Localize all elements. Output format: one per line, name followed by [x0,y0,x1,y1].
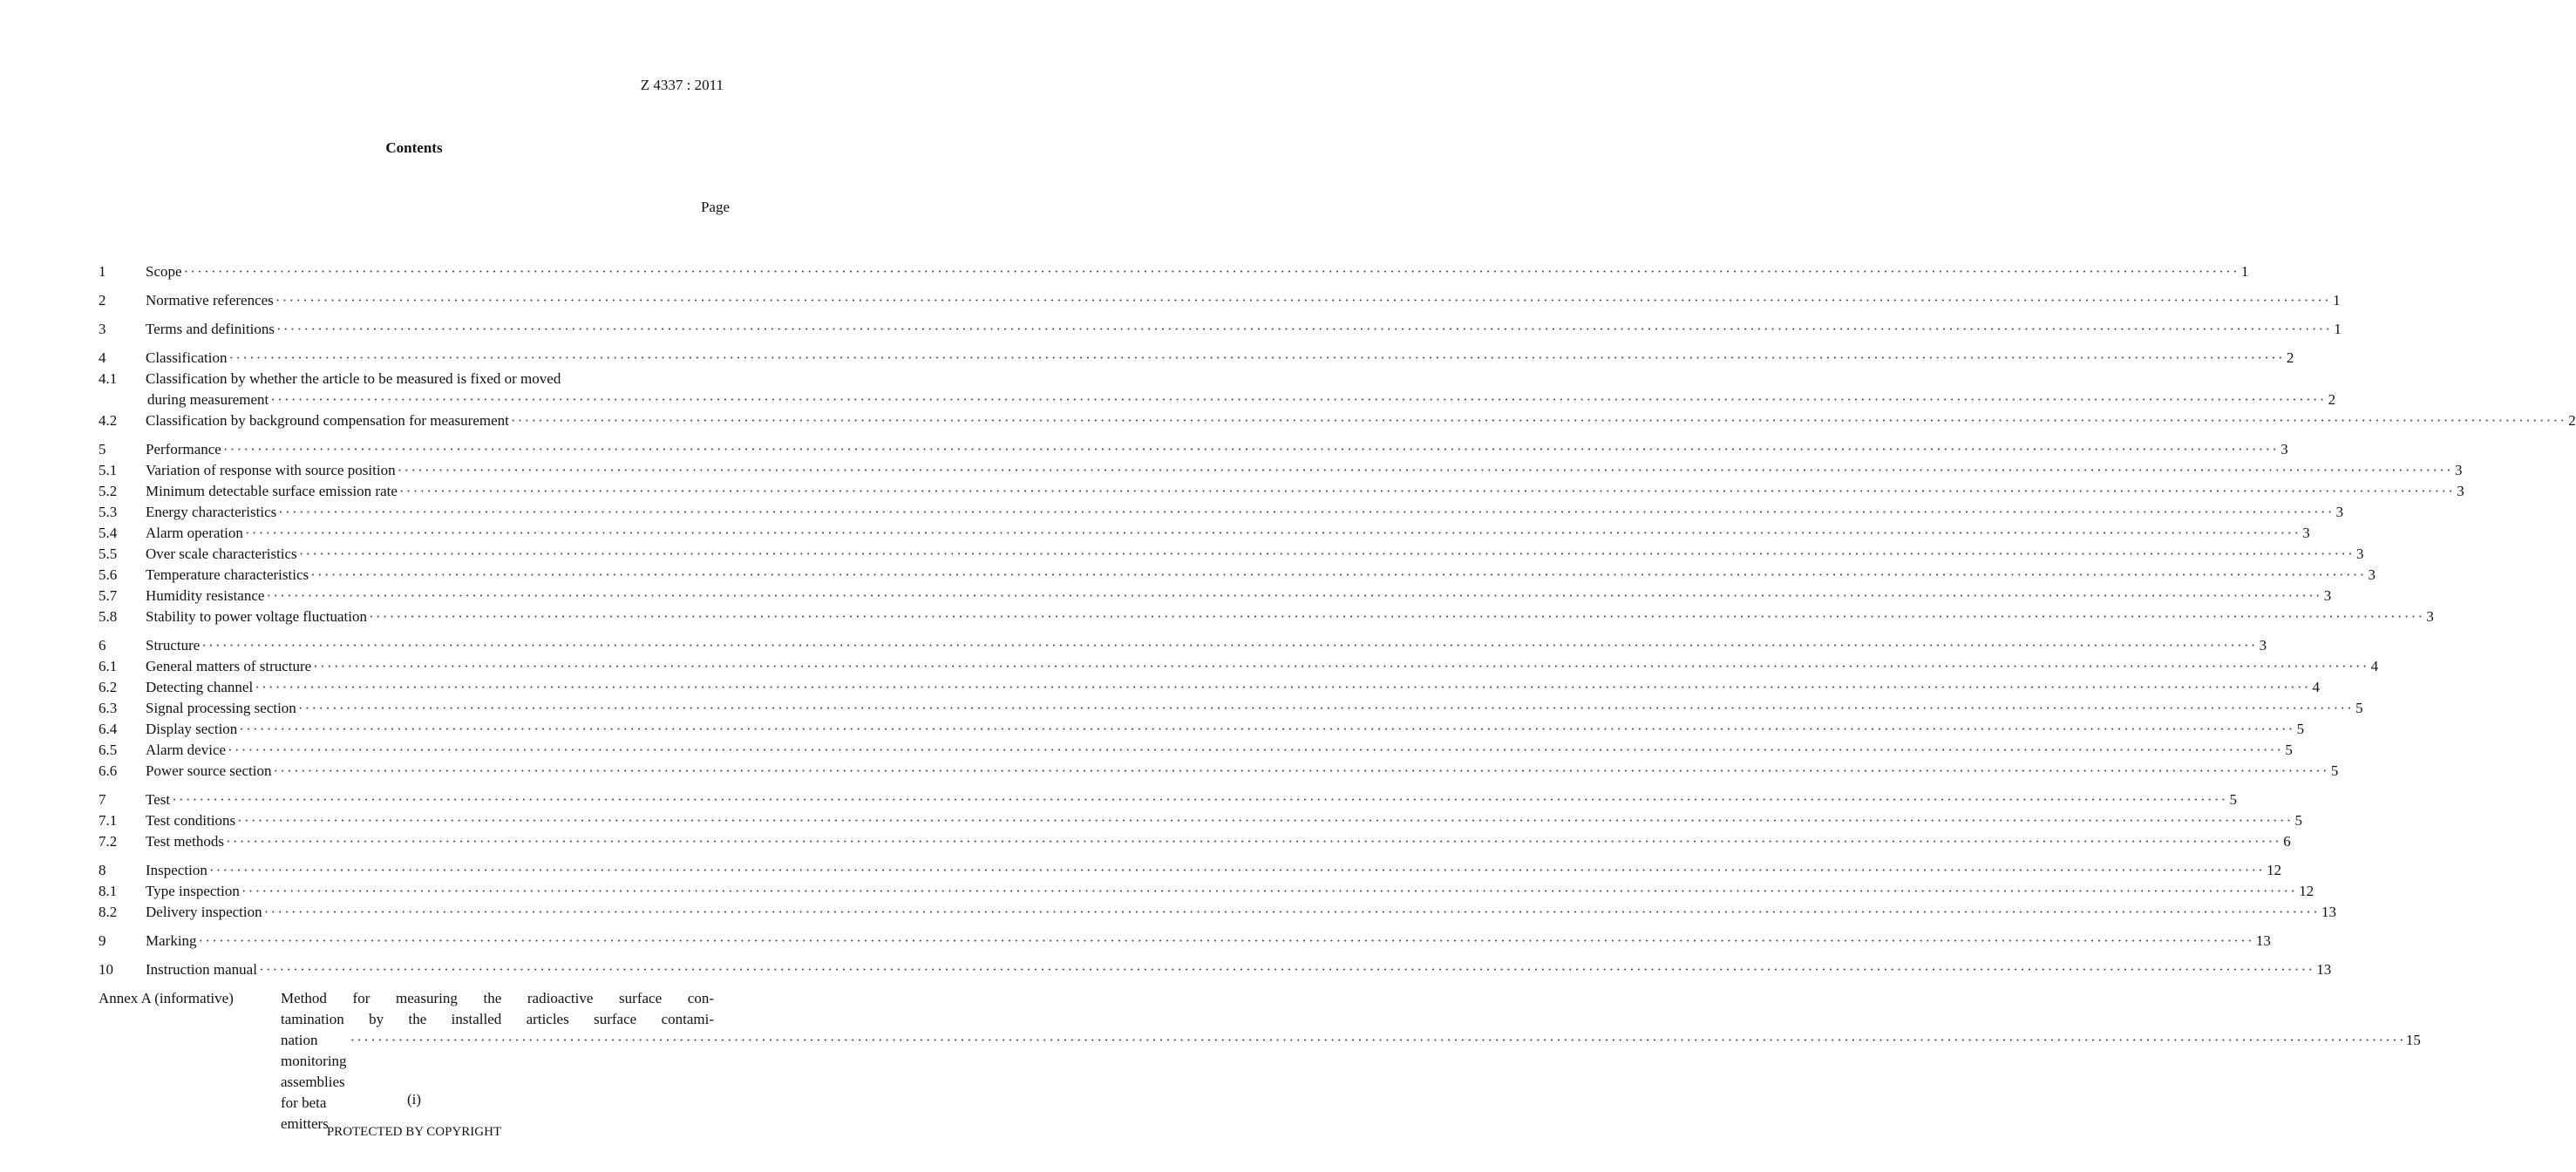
toc-entry-title: Energy characteristics [146,504,277,520]
toc-entry-page: 3 [2280,441,2288,457]
toc-entry-number: 3 [99,321,106,337]
toc-entry[interactable] [99,348,2294,369]
dot-leader: ············································································································································································································································································································ [273,762,2329,779]
toc-entry-title: Stability to power voltage fluctuation [146,608,368,625]
toc-entry[interactable] [99,881,2314,902]
toc-entry-page: 12 [2299,883,2314,899]
annex-page: 15 [2405,1032,2421,1048]
toc-entry[interactable] [99,544,2364,565]
toc-entry[interactable] [99,290,2341,311]
toc-entry[interactable] [99,719,2305,740]
toc-entry-page: 5 [2296,721,2305,737]
toc-entry[interactable] [99,565,2375,586]
toc-entry-page: 3 [2368,566,2375,583]
toc-entry-page: 13 [2316,961,2332,978]
toc-entry-number: 5 [99,441,106,457]
annex-label: Annex A (informative) [99,990,234,1006]
toc-entry-title: Detecting channel [146,679,254,695]
toc-entry-number: 5.3 [99,504,118,520]
standard-number: Z 4337 : 2011 [640,77,724,93]
toc-entry-number: 6.6 [99,762,118,779]
dot-leader: ············································································································································································································································································································ [208,862,2266,878]
dot-leader: ············································································································································································································································································································ [297,700,2355,716]
toc-entry[interactable] [99,439,2288,460]
toc-entry-page: 3 [2426,608,2434,625]
toc-entry-number: 6.4 [99,721,118,737]
toc-entry[interactable] [99,959,2332,980]
toc-entry-title: Type inspection [146,883,240,899]
toc-entry[interactable] [99,319,2342,340]
toc-entry-title: General matters of structure [146,658,312,674]
toc-entry[interactable] [99,931,2271,952]
toc-entry-title: Power source section [146,762,272,779]
toc-entry-title: Test methods [146,833,224,850]
toc-entry[interactable] [99,677,2321,698]
toc-entry-number: 6.5 [99,742,118,758]
toc-entry[interactable] [99,656,2379,677]
dot-leader: ············································································································································································································································································································ [398,483,2456,499]
dot-leader: ············································································································································································································································································································ [350,1032,2406,1048]
dot-leader: ············································································································································································································································································································ [241,883,2298,899]
toc-entry[interactable] [99,410,2576,431]
toc-entry[interactable] [99,586,2332,606]
toc-entry-page: 3 [2323,587,2332,604]
toc-entry-page: 5 [2355,700,2363,716]
toc-entry-page: 1 [2240,263,2249,280]
toc-entry-title: Classification [146,349,228,366]
dot-leader: ············································································································································································································································································································ [266,587,2322,604]
annex-title-line: nation monitoring assemblies for beta emitters [281,1032,347,1132]
dot-leader: ············································································································································································································································································································ [369,608,2425,625]
toc-entry-number: 5.8 [99,608,118,625]
toc-entry-number: 4 [99,349,106,366]
dot-leader: ············································································································································································································································································································ [510,412,2567,429]
dot-leader: ············································································································································································································································································································ [228,742,2284,758]
dot-leader: ············································································································································································································································································································ [201,637,2258,654]
toc-entry-title: Performance [146,441,221,457]
toc-entry-number: 4.2 [99,412,118,429]
toc-entry-page: 3 [2335,504,2344,520]
annex-title-line: Method for measuring the radioactive surface con- [281,990,714,1006]
toc-entry-title: Delivery inspection [146,904,262,920]
toc-entry-title: Alarm operation [146,525,243,541]
dot-leader: ············································································································································································································································································································ [255,679,2311,695]
toc-entry[interactable] [99,502,2344,523]
toc-entry-page: 3 [2454,462,2463,478]
toc-entry-number: 7 [99,791,106,808]
toc-entry-title: Humidity resistance [146,587,265,604]
dot-leader: ············································································································································································································································································································ [228,349,2285,366]
toc-entry[interactable] [99,523,2310,544]
toc-entry[interactable] [99,810,2303,831]
toc-entry-title: Display section [146,721,238,737]
toc-entry-number: 5.7 [99,587,118,604]
toc-entry-number: 4.1 [99,370,118,387]
footer-page-number: (i) [406,1091,422,1108]
dot-leader: ············································································································································································································································································································ [397,462,2453,478]
toc-entry-number: 7.1 [99,812,118,829]
dot-leader: ············································································································································································································································································································ [313,658,2369,674]
toc-entry[interactable] [99,740,2293,761]
toc-entry-page: 13 [2255,932,2271,949]
toc-entry-page: 13 [2321,904,2336,920]
page-title: Contents [385,139,443,156]
toc-entry-title: Instruction manual [146,961,257,978]
toc-entry-page: 1 [2334,321,2342,337]
toc-entry-title: Structure [146,637,201,654]
dot-leader: ············································································································································································································································································································ [183,263,2240,280]
toc-entry-number: 5.2 [99,483,118,499]
dot-leader: ············································································································································································································································································································ [258,961,2315,978]
toc-entry-title: Variation of response with source position [146,462,396,478]
toc-entry-title: Over scale characteristics [146,545,297,562]
toc-entry-page: 5 [2330,762,2339,779]
annex-title-line: tamination by the installed articles surface contami- [281,1011,714,1027]
toc-entry-page: 2 [2568,412,2576,429]
dot-leader: ············································································································································································································································································································ [198,932,2254,949]
toc-entry-page: 5 [2229,791,2237,808]
toc-entry-page: 3 [2356,545,2364,562]
toc-entry-number: 6.1 [99,658,118,674]
toc-entry-page: 3 [2457,483,2464,499]
toc-entry-continuation[interactable] [99,390,2336,410]
dot-leader: ············································································································································································································································································································ [276,321,2333,337]
toc-entry-number: 6.2 [99,679,118,695]
dot-leader: ············································································································································································································································································································ [237,812,2294,829]
toc-entry-title: Classification by background compensation for measurement [146,412,509,429]
toc-entry-number: 6.3 [99,700,118,716]
toc-entry-number: 7.2 [99,833,118,850]
toc-entry-page: 3 [2259,637,2267,654]
toc-entry-page: 1 [2333,292,2341,308]
toc-entry-number: 9 [99,932,106,949]
toc-entry-title: Normative references [146,292,274,308]
dot-leader: ············································································································································································································································································································ [222,441,2280,457]
toc-entry-number: 10 [99,961,113,978]
copyright-notice: PROTECTED BY COPYRIGHT [326,1125,502,1139]
toc-entry[interactable] [99,698,2363,719]
page-column-label: Page [700,199,730,215]
toc-entry-title: Test conditions [146,812,236,829]
toc-entry-number: 5.1 [99,462,118,478]
toc-entry[interactable] [99,635,2267,656]
toc-entry[interactable] [99,481,2464,502]
toc-entry-page: 2 [2328,391,2336,408]
toc-entry-title: Temperature characteristics [146,566,309,583]
toc-entry[interactable] [99,369,714,390]
toc-entry-title: Classification by whether the article to be measured is fixed or moved [146,370,561,387]
toc-entry-number: 5.4 [99,525,118,541]
toc-entry[interactable] [99,902,2336,923]
toc-entry-page: 12 [2267,862,2282,878]
toc-entry[interactable] [99,761,2339,782]
toc-entry-number: 2 [99,292,106,308]
toc-entry-number: 8.2 [99,904,118,920]
toc-entry-page: 6 [2283,833,2291,850]
toc-entry-title: Terms and definitions [146,321,275,337]
toc-entry-page: 4 [2312,679,2321,695]
toc-entry-number: 5.6 [99,566,118,583]
toc-entry[interactable] [99,460,2463,481]
toc-entry-title: Signal processing section [146,700,296,716]
toc-entry-page: 5 [2285,742,2293,758]
dot-leader: ············································································································································································································································································································ [244,525,2301,541]
toc-entry[interactable] [99,860,2282,881]
toc-entry-number: 5.5 [99,545,118,562]
toc-entry-title: Alarm device [146,742,227,758]
toc-entry-title-continued: during measurement [147,391,269,408]
dot-leader: ············································································································································································································································································································ [275,292,2332,308]
toc-entry-title: Test [146,791,171,808]
toc-entry-title: Scope [146,263,182,280]
dot-leader: ············································································································································································································································································································ [172,791,2228,808]
dot-leader: ············································································································································································································································································································ [278,504,2335,520]
toc-entry-number: 8 [99,862,106,878]
toc-entry[interactable] [99,606,2434,627]
toc-entry-title: Marking [146,932,197,949]
toc-entry-title: Inspection [146,862,207,878]
toc-entry-page: 4 [2370,658,2379,674]
toc-entry-number: 6 [99,637,106,654]
toc-entry[interactable] [99,831,2291,852]
toc-entry-number: 8.1 [99,883,118,899]
toc-entry-title: Minimum detectable surface emission rate [146,483,398,499]
dot-leader: ············································································································································································································································································································ [310,566,2367,583]
dot-leader: ············································································································································································································································································································ [263,904,2320,920]
toc-entry[interactable] [99,789,2237,810]
toc-entry-page: 3 [2302,525,2310,541]
dot-leader: ············································································································································································································································································································ [239,721,2295,737]
dot-leader: ············································································································································································································································································································ [225,833,2282,850]
toc-entry-number: 1 [99,263,106,280]
dot-leader: ············································································································································································································································································································ [298,545,2355,562]
toc-entry-page: 2 [2286,349,2294,366]
toc-entry-page: 5 [2294,812,2303,829]
dot-leader: ············································································································································································································································································································ [270,391,2327,408]
toc-entry[interactable] [99,261,2249,282]
